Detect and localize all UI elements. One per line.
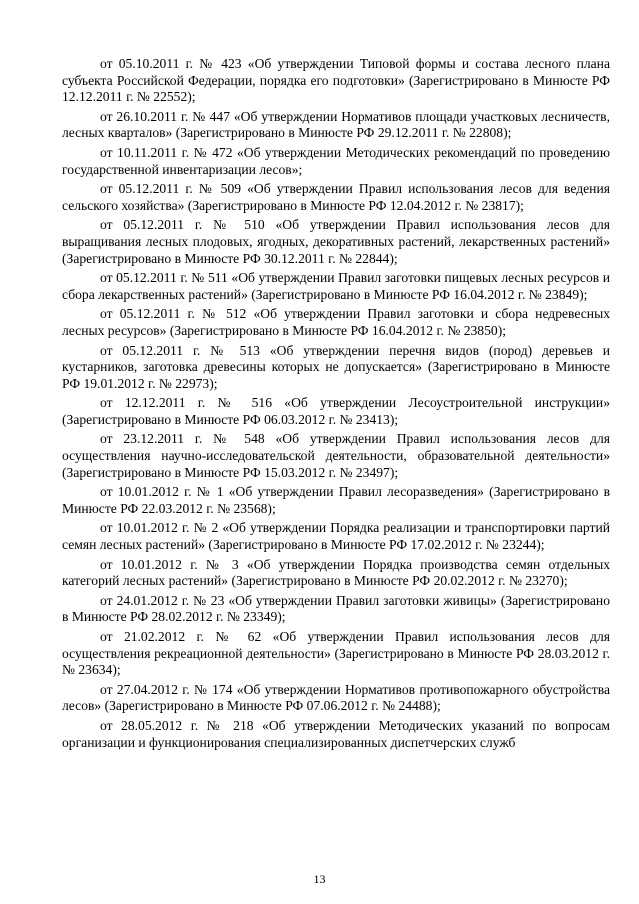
order-paragraph-2: от 26.10.2011 г. № 447 «Об утверждении Нормативов площади участковых лесничеств, лесных кварталов» (Зарегистрировано в Минюсте РФ 29.12.2011 г. № 22808); <box>62 108 610 141</box>
order-paragraph-5: от 05.12.2011 г. № 510 «Об утверждении Правил использования лесов для выращивания лесных плодовых, ягодных, декоративных растений, лекарственных растений» (Зарегистрировано в Минюсте РФ 30.12.2011 г. № 22844); <box>62 217 610 266</box>
order-paragraph-15: от 21.02.2012 г. № 62 «Об утверждении Правил использования лесов для осуществления рекреационной деятельности» (Зарегистрировано в Минюсте РФ 28.03.2012 г. № 23634); <box>62 629 610 678</box>
order-paragraph-17: от 28.05.2012 г. № 218 «Об утверждении Методических указаний по вопросам организации и функционирования специализированных диспетчерских служб <box>62 717 610 750</box>
order-paragraph-4: от 05.12.2011 г. № 509 «Об утверждении Правил использования лесов для ведения сельского хозяйства» (Зарегистрировано в Минюсте РФ 12.04.2012 г. № 23817); <box>62 181 610 213</box>
document-body <box>62 56 610 754</box>
order-paragraph-9: от 12.12.2011 г. № 516 «Об утверждении Лесоустроительной инструкции» (Зарегистрировано в Минюсте РФ 06.03.2012 г. № 23413); <box>62 395 610 427</box>
order-paragraph-16: от 27.04.2012 г. № 174 «Об утверждении Нормативов противопожарного обустройства лесов» (Зарегистрировано в Минюсте РФ 07.06.2012 г. № 24488); <box>62 681 610 714</box>
order-paragraph-10: от 23.12.2011 г. № 548 «Об утверждении Правил использования лесов для осуществления научно-исследовательской деятельности, образовательной деятельности» (Зарегистрировано в Минюсте РФ 15.03.2012 г. № 23497); <box>62 431 610 480</box>
order-paragraph-12: от 10.01.2012 г. № 2 «Об утверждении Порядка реализации и транспортировки партий семян лесных растений» (Зарегистрировано в Минюсте РФ 17.02.2012 г. № 23244); <box>62 520 610 553</box>
order-paragraph-1: от 05.10.2011 г. № 423 «Об утверждении Типовой формы и состава лесного плана субъекта Российской Федерации, порядка его подготовки» (Зарегистрировано в Минюсте РФ 12.12.2011 г. № 22552); <box>62 56 610 105</box>
order-paragraph-6: от 05.12.2011 г. № 511 «Об утверждении Правил заготовки пищевых лесных ресурсов и сбора лекарственных растений» (Зарегистрировано в Минюсте РФ 16.04.2012 г. № 23849); <box>62 270 610 302</box>
order-paragraph-11: от 10.01.2012 г. № 1 «Об утверждении Правил лесоразведения» (Зарегистрировано в Минюсте РФ 22.03.2012 г. № 23568); <box>62 484 610 516</box>
order-paragraph-8: от 05.12.2011 г. № 513 «Об утверждении перечня видов (пород) деревьев и кустарников, заготовка древесины которых не допускается» (Зарегистрировано в Минюсте РФ 19.01.2012 г. № 22973); <box>62 342 610 391</box>
order-paragraph-13: от 10.01.2012 г. № 3 «Об утверждении Порядка производства семян отдельных категорий лесных растений» (Зарегистрировано в Минюсте РФ 20.02.2012 г. № 23270); <box>62 556 610 589</box>
order-paragraph-7: от 05.12.2011 г. № 512 «Об утверждении Правил заготовки и сбора недревесных лесных ресурсов» (Зарегистрировано в Минюсте РФ 16.04.2012 г. № 23850); <box>62 306 610 338</box>
page-number: 13 <box>313 872 326 886</box>
order-paragraph-14: от 24.01.2012 г. № 23 «Об утверждении Правил заготовки живицы» (Зарегистрировано в Минюсте РФ 28.02.2012 г. № 23349); <box>62 592 610 625</box>
order-paragraph-3: от 10.11.2011 г. № 472 «Об утверждении Методических рекомендаций по проведению государственной инвентаризации лесов»; <box>62 144 610 177</box>
